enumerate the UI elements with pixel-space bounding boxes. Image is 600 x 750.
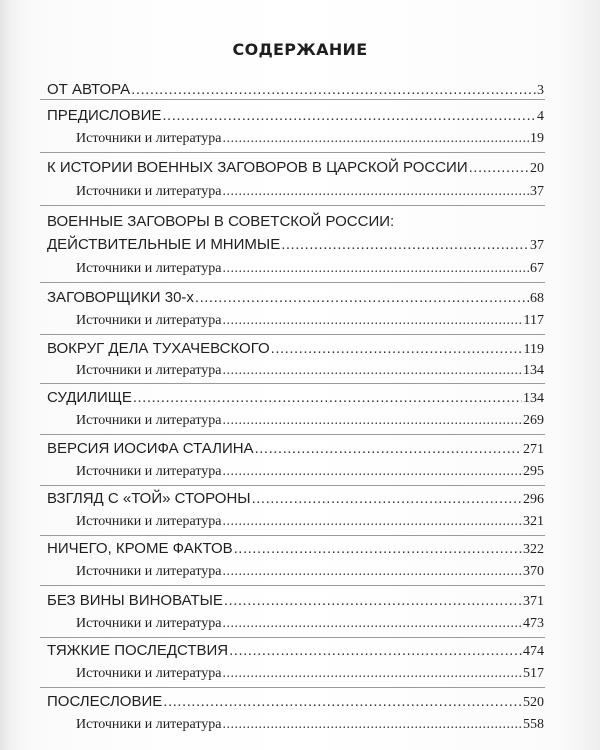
toc-sources-label: Источники и литература [76,717,222,732]
dot-leader [271,340,523,357]
section-divider [40,535,545,536]
toc-page-number: 19 [530,131,544,146]
toc-chapter-preface[interactable] [47,107,544,125]
toc-page-number: 134 [523,363,544,378]
toc-chapter-title: ЗАГОВОРЩИКИ 30-х [47,289,194,306]
section-divider [40,99,545,100]
toc-sources-entry[interactable] [76,564,544,580]
toc-chapter-title: К ИСТОРИИ ВОЕННЫХ ЗАГОВОРОВ В ЦАРСКОЙ РОССИИ [47,159,468,176]
toc-chapter-title: СУДИЛИЩЕ [47,389,132,406]
section-divider [40,485,545,486]
toc-chapter-title: ВОКРУГ ДЕЛА ТУХАЧЕВСКОГО [47,340,270,357]
dot-leader [223,514,522,530]
toc-page-number: 117 [523,313,544,328]
dot-leader [223,464,522,480]
toc-chapter-tsarist-conspiracies[interactable] [47,159,544,177]
section-divider [40,334,545,335]
toc-sources-entry[interactable] [76,261,544,277]
section-divider [40,383,545,384]
page-title: СОДЕРЖАНИЕ [232,40,368,59]
toc-chapter-title: ВЕРСИЯ ИОСИФА СТАЛИНА [47,440,254,457]
toc-chapter-only-facts[interactable] [47,540,544,558]
toc-sources-label: Источники и литература [76,363,222,378]
dot-leader [133,389,522,406]
toc-page-number: 520 [523,695,544,710]
dot-leader [469,159,529,176]
toc-sources-entry[interactable] [76,363,544,379]
section-divider [40,637,545,638]
toc-sources-label: Источники и литература [76,413,222,428]
toc-page-number: 558 [523,717,544,732]
dot-leader [224,592,522,609]
section-divider [40,687,545,688]
dot-leader [281,236,529,253]
toc-chapter-title-line2: ДЕЙСТВИТЕЛЬНЫЕ И МНИМЫЕ [47,236,281,253]
toc-chapter-title: ТЯЖКИЕ ПОСЛЕДСТВИЯ [47,642,229,659]
toc-sources-label: Источники и литература [76,464,222,479]
toc-sources-entry[interactable] [76,514,544,530]
dot-leader [255,440,522,457]
toc-chapter-conspirators-30s[interactable] [47,289,544,307]
section-divider [40,205,545,206]
toc-sources-label: Источники и литература [76,313,222,328]
dot-leader [195,289,529,306]
toc-chapter-title: ОТ АВТОРА [47,81,131,98]
section-divider [40,585,545,586]
toc-chapter-title: БЕЗ ВИНЫ ВИНОВАТЫЕ [47,592,223,609]
toc-chapter-soviet-conspiracies[interactable] [47,236,544,254]
toc-sources-entry[interactable] [76,666,544,682]
toc-sources-label: Источники и литература [76,261,222,276]
toc-sources-entry[interactable] [76,313,544,329]
toc-page-number: 67 [530,261,544,276]
toc-chapter-grave-consequences[interactable] [47,642,544,660]
dot-leader [223,261,529,277]
toc-page-number: 474 [523,644,544,659]
toc-chapter-afterword[interactable] [47,693,544,711]
toc-page-number: 119 [523,342,544,357]
toc-chapter-other-side[interactable] [47,490,544,508]
toc-page-number: 68 [530,291,544,306]
toc-page-number: 322 [523,542,544,557]
section-divider [40,434,545,435]
dot-leader [223,313,523,329]
toc-chapter-from-author[interactable] [47,81,544,99]
toc-sources-label: Источники и литература [76,514,222,529]
toc-page-number: 269 [523,413,544,428]
toc-chapter-title: ПОСЛЕСЛОВИЕ [47,693,163,710]
toc-page-number: 296 [523,492,544,507]
toc-chapter-title: ВЗГЛЯД С «ТОЙ» СТОРОНЫ [47,490,251,507]
dot-leader [252,490,522,507]
toc-chapter-tribunal[interactable] [47,389,544,407]
dot-leader [223,564,522,580]
toc-page-number: 517 [523,666,544,681]
dot-leader [223,131,529,147]
toc-chapter-title: ПРЕДИСЛОВИЕ [47,107,162,124]
dot-leader [163,693,522,710]
toc-sources-label: Источники и литература [76,666,222,681]
toc-page-number: 20 [530,161,544,176]
dot-leader [223,363,522,379]
toc-sources-label: Источники и литература [76,564,222,579]
dot-leader [223,666,522,682]
toc-page-number: 321 [523,514,544,529]
toc-page-number: 37 [530,238,544,253]
toc-page-number: 37 [530,184,544,199]
dot-leader [162,107,536,124]
toc-page-number: 134 [523,391,544,406]
toc-page-number: 370 [523,564,544,579]
dot-leader [223,184,529,200]
dot-leader [234,540,522,557]
toc-chapter-tukhachevsky[interactable] [47,340,544,358]
toc-page-number: 371 [523,594,544,609]
toc-chapter-title-line1: ВОЕННЫЕ ЗАГОВОРЫ В СОВЕТСКОЙ РОССИИ: [47,213,395,230]
dot-leader [223,717,522,733]
toc-chapter-title: НИЧЕГО, КРОМЕ ФАКТОВ [47,540,233,557]
toc-sources-entry[interactable] [76,464,544,480]
toc-sources-entry[interactable] [76,413,544,429]
toc-sources-entry[interactable] [76,184,544,200]
section-divider [40,152,545,153]
toc-page-number: 3 [537,83,544,98]
dot-leader [223,616,522,632]
toc-sources-label: Источники и литература [76,616,222,631]
section-divider [40,282,545,283]
toc-page-number: 4 [537,109,544,124]
toc-chapter-guiltless-guilty[interactable] [47,592,544,610]
toc-sources-entry[interactable] [76,616,544,632]
toc-sources-entry[interactable] [76,131,544,147]
toc-sources-entry[interactable] [76,717,544,733]
toc-chapter-stalin-version[interactable] [47,440,544,458]
dot-leader [229,642,522,659]
toc-page-number: 473 [523,616,544,631]
dot-leader [131,81,536,98]
toc-sources-label: Источники и литература [76,184,222,199]
toc-sources-label: Источники и литература [76,131,222,146]
toc-page-number: 271 [523,442,544,457]
toc-page-number: 295 [523,464,544,479]
dot-leader [223,413,522,429]
